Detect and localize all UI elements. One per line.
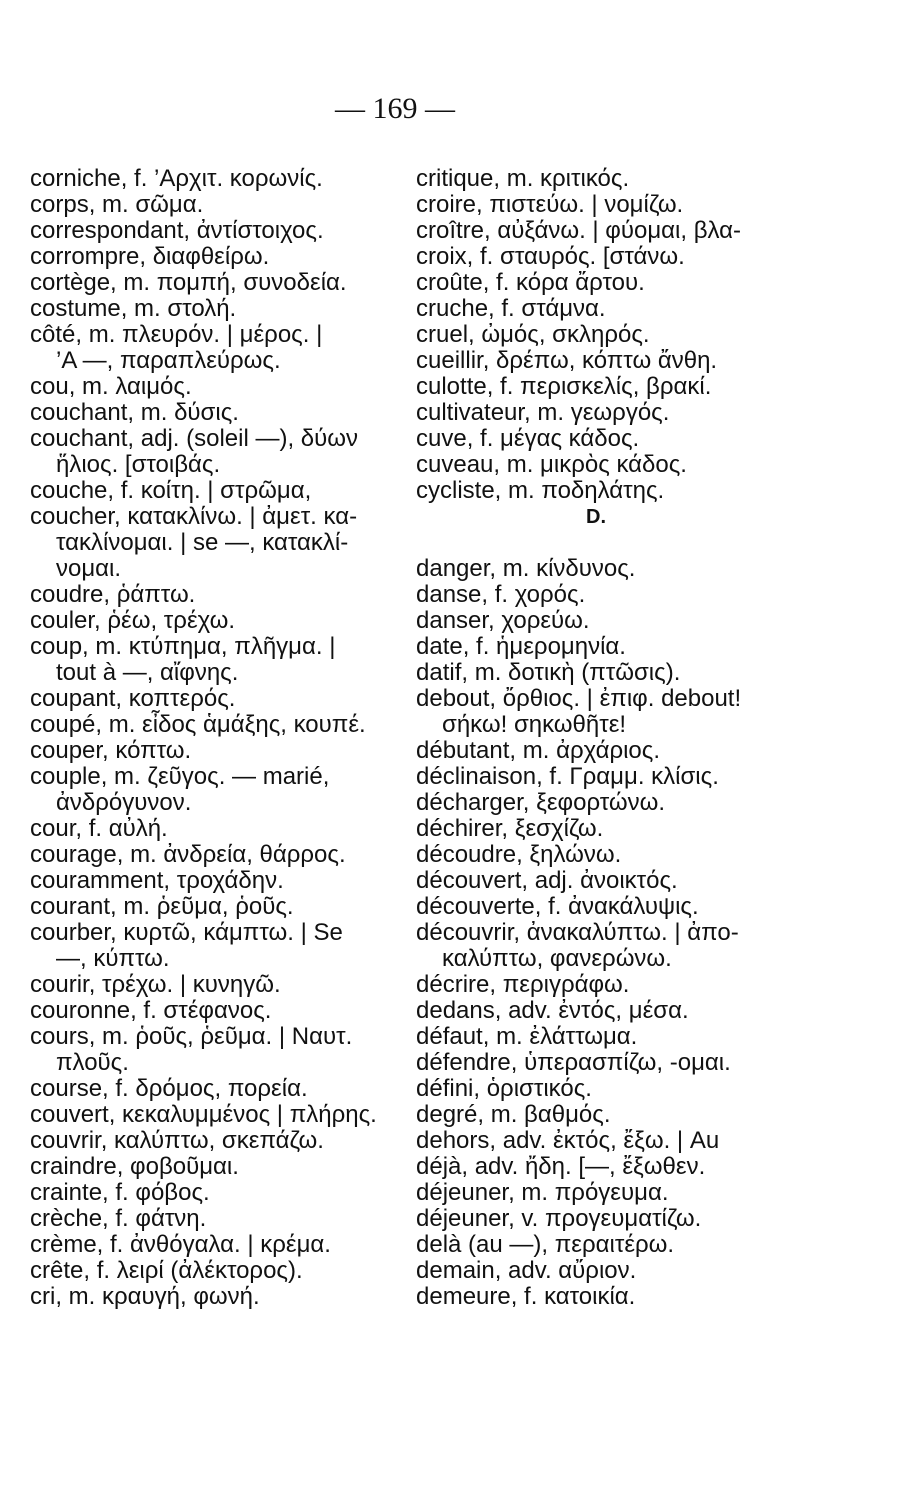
dictionary-entry-line: course, f. δρόμος, πορεία. [30, 1075, 308, 1102]
dictionary-entry-line: cuveau, m. μικρὸς κάδος. [416, 451, 687, 478]
dictionary-entry-line: cortège, m. πομπή, συνοδεία. [30, 269, 347, 296]
dictionary-entry-line: τακλίνομαι. | se —, κατακλί- [56, 529, 349, 556]
dictionary-entry-line: dehors, adv. ἐκτός, ἔξω. | Au [416, 1127, 720, 1154]
dictionary-entry-line: crête, f. λειρί (ἀλέκτορος). [30, 1257, 303, 1284]
dictionary-entry-line: cri, m. κραυγή, φωνή. [30, 1283, 260, 1310]
dictionary-entry-line: découdre, ξηλώνω. [416, 841, 622, 868]
dictionary-entry-line: ἥλιος. [στοιβάς. [56, 451, 221, 478]
dictionary-entry-line: déchirer, ξεσχίζω. [416, 815, 604, 842]
dictionary-entry-line: couchant, m. δύσις. [30, 399, 239, 426]
dictionary-entry-line: ’Α —, παραπλεύρως. [56, 347, 281, 374]
dictionary-entry-line: courber, κυρτῶ, κάμπτω. | Se [30, 919, 343, 946]
dictionary-entry-line: ἀνδρόγυνον. [56, 789, 192, 816]
dictionary-entry-line: costume, m. στολή. [30, 295, 237, 322]
dictionary-entry-line: cou, m. λαιμός. [30, 373, 192, 400]
dictionary-entry-line: demeure, f. κατοικία. [416, 1283, 636, 1310]
page-number: — 169 — [335, 92, 455, 125]
dictionary-entry-line: croître, αὐξάνω. | φύομαι, βλα- [416, 217, 742, 244]
dictionary-entry-line: couche, f. κοίτη. | στρῶμα, [30, 477, 312, 504]
dictionary-entry-line: cycliste, m. ποδηλάτης. [416, 477, 665, 504]
dictionary-entry-line: tout à —, αἴφνης. [56, 659, 239, 686]
dictionary-entry-line: datif, m. δοτικὴ (πτῶσις). [416, 659, 681, 686]
dictionary-entry-line: critique, m. κριτικός. [416, 165, 630, 192]
dictionary-entry-line: coucher, κατακλίνω. | ἀμετ. κα- [30, 503, 358, 530]
dictionary-entry-line: dedans, adv. ἐντός, μέσα. [416, 997, 689, 1024]
dictionary-entry-line: couvert, κεκαλυμμένος | πλήρης. [30, 1101, 377, 1128]
dictionary-entry-line: croix, f. σταυρός. [στάνω. [416, 243, 685, 270]
dictionary-entry-line: découvert, adj. ἀνοικτός. [416, 867, 678, 894]
dictionary-entry-line: πλοῦς. [56, 1049, 129, 1076]
dictionary-entry-line: danser, χορεύω. [416, 607, 590, 634]
dictionary-entry-line: danse, f. χορός. [416, 581, 586, 608]
dictionary-entry-line: corniche, f. ’Αρχιτ. κορωνίς. [30, 165, 323, 192]
dictionary-entry-line: correspondant, ἀντίστοιχος. [30, 217, 324, 244]
dictionary-entry-line: coup, m. κτύπημα, πλῆγμα. | [30, 633, 336, 660]
dictionary-entry-line: corps, m. σῶμα. [30, 191, 204, 218]
dictionary-entry-line: date, f. ἡμερομηνία. [416, 633, 626, 660]
dictionary-entry-line: cuve, f. μέγας κάδος. [416, 425, 640, 452]
dictionary-entry-line: cultivateur, m. γεωργός. [416, 399, 670, 426]
dictionary-entry-line: καλύπτω, φανερώνω. [442, 945, 672, 972]
dictionary-entry-line: coudre, ῥάπτω. [30, 581, 196, 608]
dictionary-entry-line: décharger, ξεφορτώνω. [416, 789, 666, 816]
dictionary-entry-line: couvrir, καλύπτω, σκεπάζω. [30, 1127, 324, 1154]
dictionary-entry-line: défaut, m. ἐλάττωμα. [416, 1023, 638, 1050]
dictionary-entry-line: cruel, ὠμός, σκληρός. [416, 321, 650, 348]
dictionary-entry-line: cueillir, δρέπω, κόπτω ἄνθη. [416, 347, 718, 374]
dictionary-entry-line: couramment, τροχάδην. [30, 867, 284, 894]
dictionary-entry-line: découvrir, ἀνακαλύπτω. | ἀπο- [416, 919, 739, 946]
dictionary-entry-line: craindre, φοβοῦμαι. [30, 1153, 239, 1180]
dictionary-entry-line: défendre, ὑπερασπίζω, -ομαι. [416, 1049, 731, 1076]
dictionary-entry-line: —, κύπτω. [56, 945, 170, 972]
dictionary-entry-line: σήκω! σηκωθῆτε! [442, 711, 627, 738]
dictionary-entry-line: déjeuner, v. προγευματίζω. [416, 1205, 702, 1232]
dictionary-entry-line: coupé, m. εἶδος ἁμάξης, κουπέ. [30, 711, 366, 738]
dictionary-entry-line: couler, ῥέω, τρέχω. [30, 607, 235, 634]
dictionary-entry-line: cruche, f. στάμνα. [416, 295, 606, 322]
dictionary-entry-line: delà (au —), περαιτέρω. [416, 1231, 675, 1258]
dictionary-entry-line: déjeuner, m. πρόγευμα. [416, 1179, 669, 1206]
dictionary-entry-line: coupant, κοπτερός. [30, 685, 236, 712]
dictionary-entry-line: décrire, περιγράφω. [416, 971, 630, 998]
dictionary-entry-line: découverte, f. ἀνακάλυψις. [416, 893, 699, 920]
dictionary-entry-line: crainte, f. φόβος. [30, 1179, 210, 1206]
dictionary-entry-line: debout, ὄρθιος. | ἐπιφ. debout! [416, 685, 742, 712]
dictionary-entry-line: crème, f. ἀνθόγαλα. | κρέμα. [30, 1231, 331, 1258]
dictionary-entry-line: danger, m. κίνδυνος. [416, 555, 636, 582]
dictionary-entry-line: courage, m. ἀνδρεία, θάρρος. [30, 841, 346, 868]
dictionary-entry-line: courir, τρέχω. | κυνηγῶ. [30, 971, 281, 998]
dictionary-entry-line: couchant, adj. (soleil —), δύων [30, 425, 359, 452]
dictionary-entry-line: couple, m. ζεῦγος. — marié, [30, 763, 330, 790]
dictionary-entry-line: couronne, f. στέφανος. [30, 997, 272, 1024]
dictionary-entry-line: déjà, adv. ἤδη. [—, ἔξωθεν. [416, 1153, 706, 1180]
dictionary-entry-line: cours, m. ῥοῦς, ῥεῦμα. | Ναυτ. [30, 1023, 353, 1050]
dictionary-entry-line: défini, ὁριστικός. [416, 1075, 592, 1102]
section-heading: D. [586, 506, 606, 528]
dictionary-entry-line: culotte, f. περισκελίς, βρακί. [416, 373, 712, 400]
dictionary-entry-line: croûte, f. κόρα ἄρτου. [416, 269, 645, 296]
dictionary-entry-line: couper, κόπτω. [30, 737, 192, 764]
left-column [30, 166, 400, 1310]
dictionary-entry-line: demain, adv. αὔριον. [416, 1257, 637, 1284]
right-column [416, 166, 796, 1310]
dictionary-entry-line: corrompre, διαφθείρω. [30, 243, 270, 270]
dictionary-entry-line: degré, m. βαθμός. [416, 1101, 611, 1128]
dictionary-entry-line: croire, πιστεύω. | νομίζω. [416, 191, 684, 218]
dictionary-entry-line: côté, m. πλευρόν. | μέρος. | [30, 321, 323, 348]
dictionary-entry-line: νομαι. [56, 555, 122, 582]
dictionary-entry-line: cour, f. αὐλή. [30, 815, 168, 842]
dictionary-entry-line: courant, m. ῥεῦμα, ῥοῦς. [30, 893, 294, 920]
dictionary-entry-line: débutant, m. ἀρχάριος. [416, 737, 661, 764]
dictionary-entry-line: crèche, f. φάτνη. [30, 1205, 207, 1232]
dictionary-entry-line: déclinaison, f. Γραμμ. κλίσις. [416, 763, 719, 790]
spacer [416, 530, 796, 556]
